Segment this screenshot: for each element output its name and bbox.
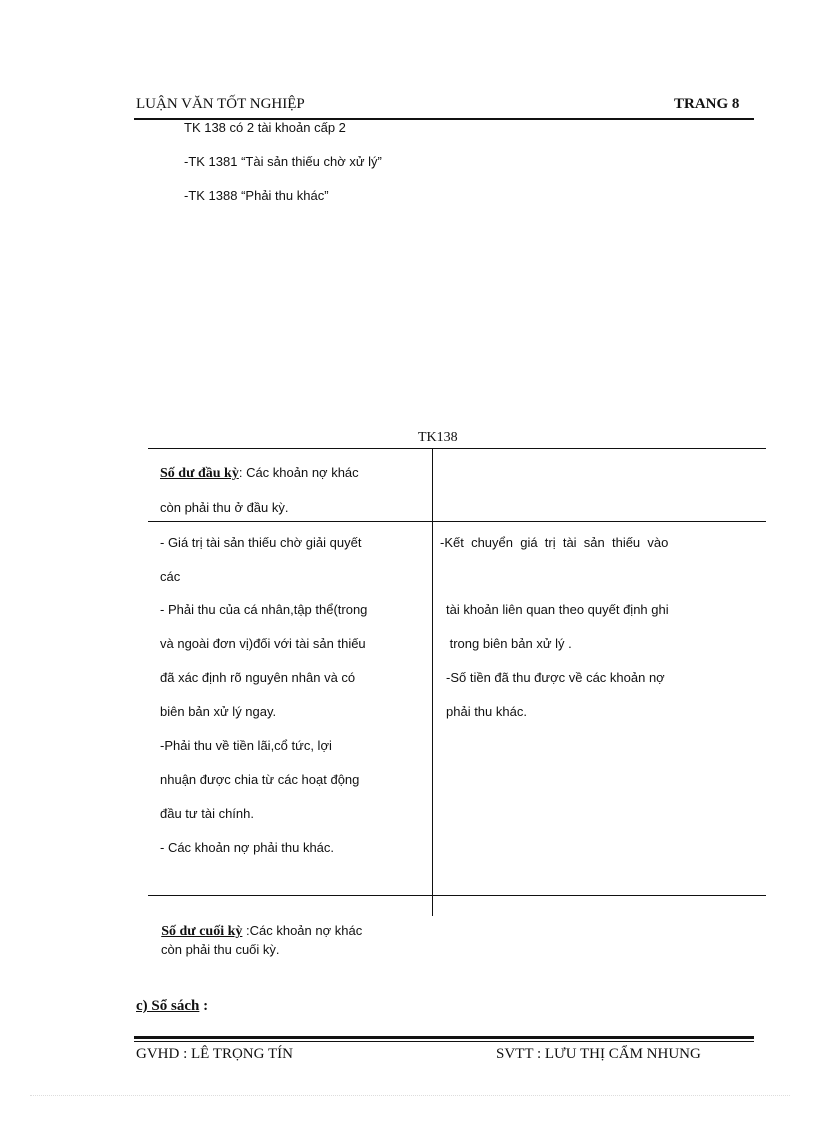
credit-line: tài khoản liên quan theo quyết định ghi [446, 602, 669, 617]
credit-line: -Kết chuyển giá trị tài sản thiếu vào [440, 535, 669, 550]
page-edge-dotted [30, 1095, 790, 1096]
credit-line: -Số tiền đã thu được về các khoản nợ [446, 670, 665, 685]
debit-line: - Giá trị tài sản thiếu chờ giải quyết [160, 535, 362, 550]
footer-right: SVTT : LƯU THỊ CẨM NHUNG [496, 1046, 701, 1062]
debit-line: - Các khoản nợ phải thu khác. [160, 840, 335, 855]
footer-rule-thin [134, 1041, 754, 1042]
credit-line: trong biên bản xử lý . [446, 636, 572, 651]
opening-balance-text-a: : Các khoản nợ khác [238, 465, 359, 480]
section-heading-label: c) Sổ sách [136, 998, 200, 1014]
section-heading-suffix: : [199, 998, 209, 1014]
debit-line: đã xác định rõ nguyên nhân và có [160, 670, 356, 685]
t-account-title: TK138 [418, 430, 458, 445]
debit-line: - Phải thu của cá nhân,tập thể(trong [160, 602, 368, 617]
debit-line: các [160, 569, 181, 584]
t-account-bottom-rule [148, 895, 766, 896]
t-account-mid-rule [148, 521, 766, 522]
debit-line: đầu tư tài chính. [160, 806, 254, 821]
header-left: LUẬN VĂN TỐT NGHIỆP [136, 96, 305, 112]
credit-line: phải thu khác. [446, 704, 527, 719]
debit-line: biên bản xử lý ngay. [160, 704, 277, 719]
debit-line: -Phải thu về tiền lãi,cổ tức, lợi [160, 738, 332, 753]
opening-balance-label: Số dư đầu kỳ [160, 466, 239, 481]
footer-rule-thick [134, 1036, 754, 1039]
footer-left: GVHD : LÊ TRỌNG TÍN [136, 1046, 293, 1062]
closing-balance [154, 908, 362, 940]
section-heading [136, 998, 208, 1015]
intro-line-2: -TK 1381 “Tài sản thiếu chờ xử lý” [184, 154, 382, 169]
t-account-top-rule [148, 448, 766, 449]
closing-balance-line-2: còn phải thu cuối kỳ. [161, 942, 280, 957]
closing-balance-text-a: :Các khoản nợ khác [242, 923, 363, 938]
opening-balance-line-2: còn phải thu ở đầu kỳ. [160, 500, 289, 515]
intro-line-1: TK 138 có 2 tài khoản cấp 2 [184, 120, 346, 135]
debit-line: và ngoài đơn vị)đối với tài sản thiếu [160, 636, 366, 651]
opening-balance [160, 465, 359, 482]
t-account-divider [432, 448, 433, 916]
header-right: TRANG 8 [674, 96, 740, 112]
debit-line: nhuận được chia từ các hoạt động [160, 772, 360, 787]
intro-line-3: -TK 1388 “Phải thu khác” [184, 188, 329, 203]
closing-balance-label: Số dư cuối kỳ [161, 924, 243, 939]
